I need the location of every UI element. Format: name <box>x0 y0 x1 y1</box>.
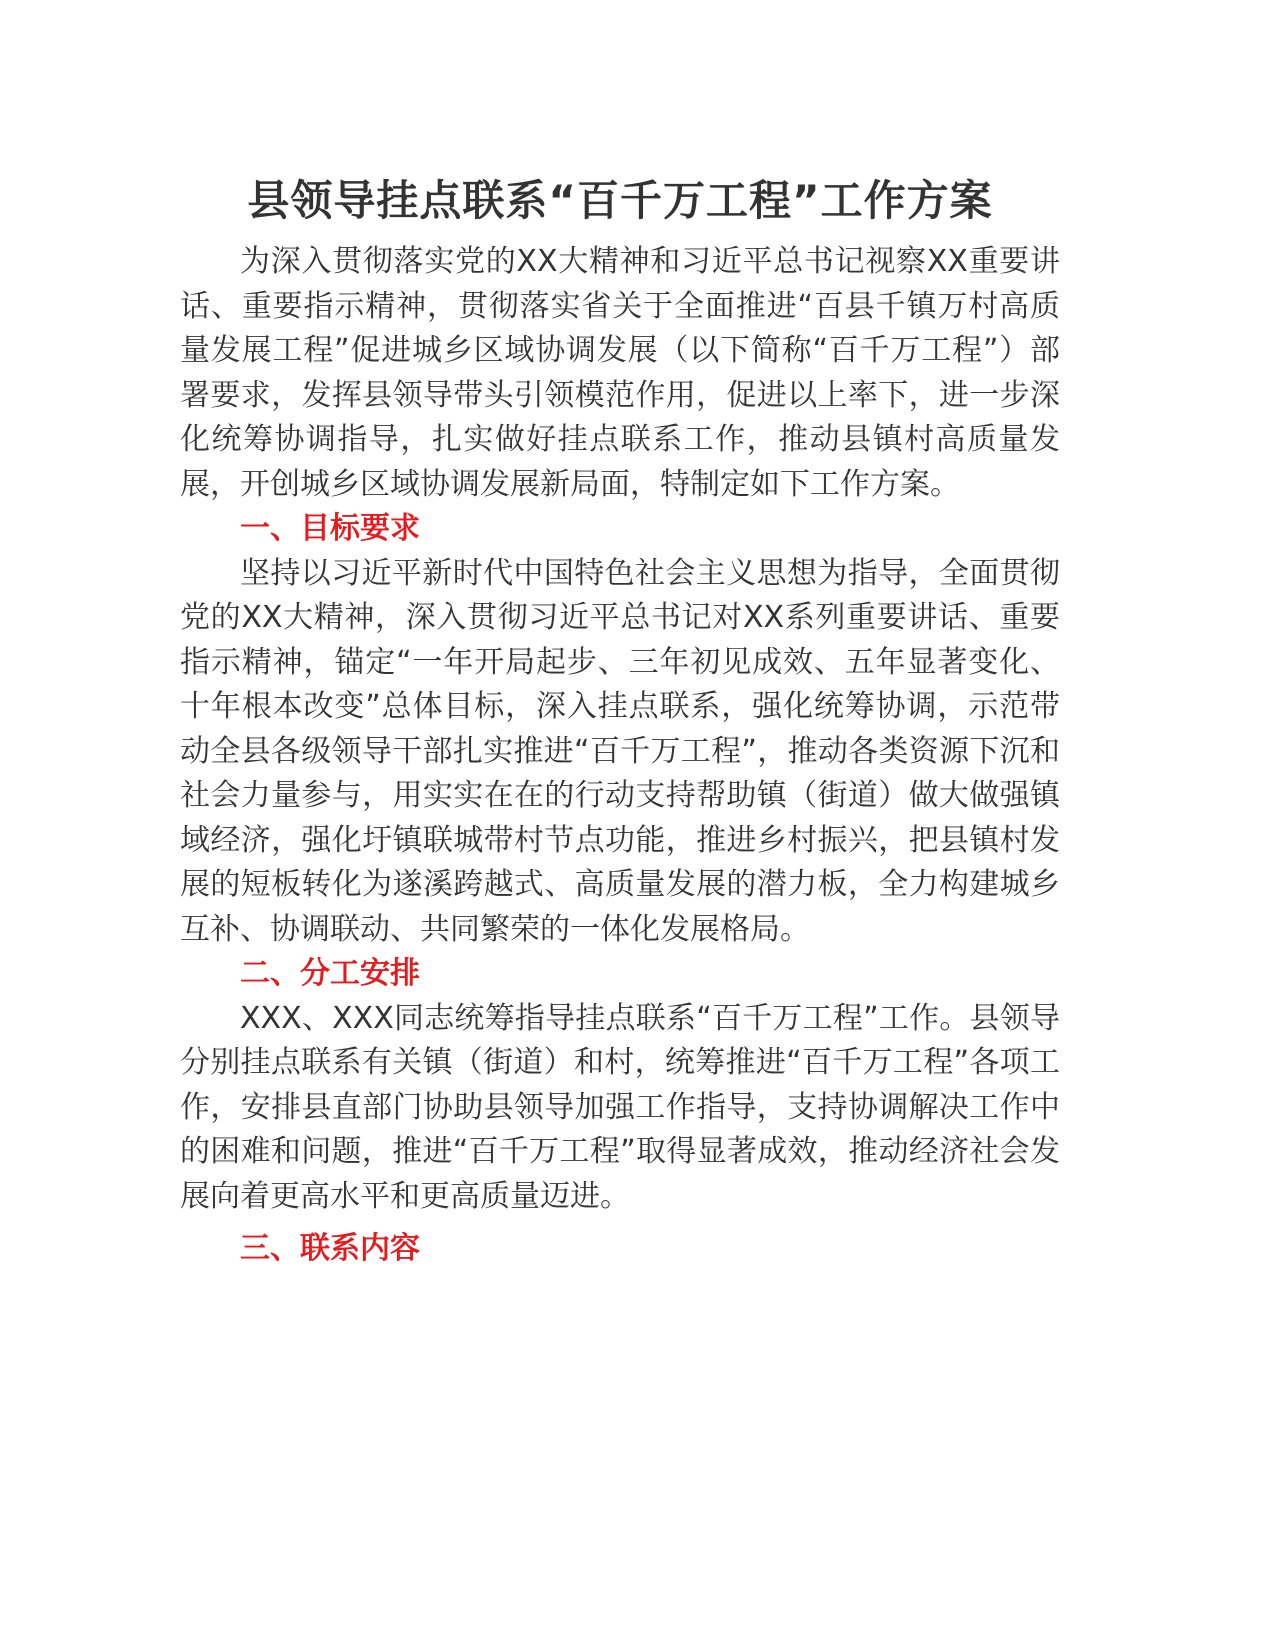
section-body-division: XXX、XXX同志统筹指导挂点联系“百千万工程”工作。县领导分别挂点联系有关镇（街道）和村，统筹推进“百千万工程”各项工作，安排县直部门协助县领导加强工作指导，支持协调解决工作中的困难和问题，推进“百千万工程”取得显著成效，推动经济社会发展向着更高水平和更高质量迈进。 <box>180 1000 1060 1214</box>
section-heading-goals: 一、目标要求 <box>240 511 420 546</box>
section-heading-contact: 三、联系内容 <box>240 1231 420 1266</box>
document-page <box>180 170 1060 1272</box>
section-heading-division: 二、分工安排 <box>240 956 420 991</box>
document-title: 县领导挂点联系“百千万工程”工作方案 <box>247 176 993 225</box>
section-body-goals: 坚持以习近平新时代中国特色社会主义思想为指导，全面贯彻党的XX大精神，深入贯彻习近平总书记对XX系列重要讲话、重要指示精神，锚定“一年开局起步、三年初见成效、五年显著变化、十年根本改变”总体目标，深入挂点联系，强化统筹协调，示范带动全县各级领导干部扎实推进“百千万工程”，推动各类资源下沉和社会力量参与，用实实在在的行动支持帮助镇（街道）做大做强镇域经济，强化圩镇联城带村节点功能，推进乡村振兴，把县镇村发展的短板转化为遂溪跨越式、高质量发展的潜力板，全力构建城乡互补、协调联动、共同繁荣的一体化发展格局。 <box>180 555 1060 947</box>
intro-paragraph: 为深入贯彻落实党的XX大精神和习近平总书记视察XX重要讲话、重要指示精神，贯彻落实省关于全面推进“百县千镇万村高质量发展工程”促进城乡区域协调发展（以下简称“百千万工程”）部署要求，发挥县领导带头引领模范作用，促进以上率下，进一步深化统筹协调指导，扎实做好挂点联系工作，推动县镇村高质量发展，开创城乡区域协调发展新局面，特制定如下工作方案。 <box>180 244 1060 502</box>
